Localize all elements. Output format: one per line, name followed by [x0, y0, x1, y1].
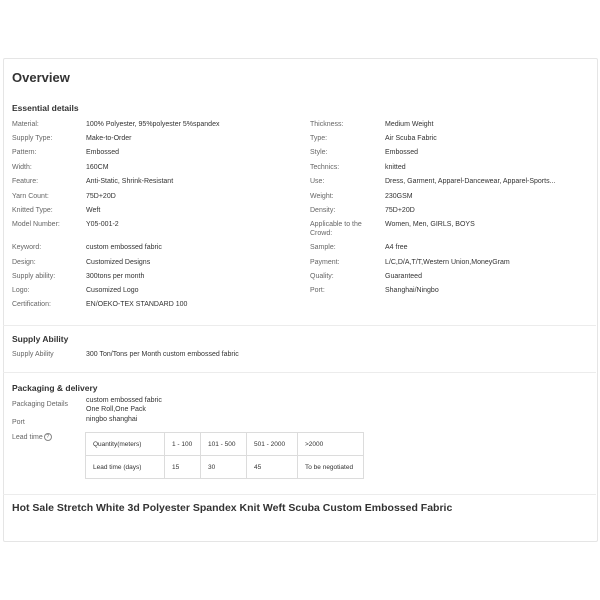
detail-value: Embossed [385, 149, 419, 156]
table-cell: Quantity(meters) [86, 433, 165, 456]
detail-value: Medium Weight [385, 121, 434, 128]
table-cell: 15 [165, 456, 201, 479]
detail-value: Y05-001-2 [86, 221, 119, 228]
product-title: Hot Sale Stretch White 3d Polyester Spandex Knit Weft Scuba Custom Embossed Fabric [12, 502, 453, 514]
detail-label: Width: [12, 164, 32, 171]
detail-value: Women, Men, GIRLS, BOYS [385, 221, 475, 228]
table-cell: Lead time (days) [86, 456, 165, 479]
detail-label: Applicable to the Crowd: [310, 221, 362, 237]
detail-value: 100% Polyester, 95%polyester 5%spandex [86, 121, 220, 128]
detail-value: Embossed [86, 149, 120, 156]
table-row [86, 433, 364, 456]
detail-label: Density: [310, 207, 336, 214]
port-value: ningbo shanghai [86, 416, 138, 423]
detail-label: Thickness: [310, 121, 344, 128]
detail-label: Logo: [12, 287, 30, 294]
section-divider [3, 325, 596, 326]
port-label: Port [12, 419, 25, 426]
detail-label: Quality: [310, 273, 334, 280]
detail-label: Model Number: [12, 221, 60, 228]
table-cell: 101 - 500 [201, 433, 247, 456]
detail-value: Cusomized Logo [86, 287, 139, 294]
essential-details-title: Essential details [12, 103, 79, 113]
section-divider [3, 372, 596, 373]
detail-value: EN/OEKO-TEX STANDARD 100 [86, 301, 188, 308]
detail-label: Keyword: [12, 244, 42, 251]
detail-label: Material: [12, 121, 39, 128]
detail-value: custom embossed fabric [86, 244, 162, 251]
detail-value: Guaranteed [385, 273, 422, 280]
detail-value: Dress, Garment, Apparel-Dancewear, Apparel-Sports... [385, 178, 556, 185]
lead-time-table [85, 432, 364, 479]
detail-value: 300tons per month [86, 273, 145, 280]
section-divider [3, 494, 596, 495]
detail-label: Supply ability: [12, 273, 56, 280]
table-row [86, 456, 364, 479]
detail-value: A4 free [385, 244, 408, 251]
detail-label: Design: [12, 259, 36, 266]
detail-label: Use: [310, 178, 325, 185]
detail-value: 75D+20D [385, 207, 415, 214]
detail-value: 160CM [86, 164, 109, 171]
overview-title: Overview [12, 70, 70, 85]
table-cell: 45 [247, 456, 298, 479]
detail-value: knitted [385, 164, 406, 171]
detail-label: Payment: [310, 259, 340, 266]
lead-time-label-text: Lead time [12, 434, 43, 441]
detail-value: Shanghai/Ningbo [385, 287, 439, 294]
packaging-delivery-title: Packaging & delivery [12, 383, 98, 393]
supply-ability-label: Supply Ability [12, 351, 54, 358]
packaging-details-label: Packaging Details [12, 401, 69, 408]
detail-label: Port: [310, 287, 325, 294]
detail-label: Weight: [310, 193, 334, 200]
detail-label: Style: [310, 149, 328, 156]
detail-value: L/C,D/A,T/T,Western Union,MoneyGram [385, 259, 510, 266]
detail-value: Customized Designs [86, 259, 151, 266]
detail-label: Certification: [12, 301, 51, 308]
detail-label: Knitted Type: [12, 207, 53, 214]
supply-ability-title: Supply Ability [12, 334, 69, 344]
detail-label: Sample: [310, 244, 336, 251]
help-icon[interactable]: ? [44, 433, 52, 441]
supply-ability-value: 300 Ton/Tons per Month custom embossed fabric [86, 351, 239, 358]
detail-label: Type: [310, 135, 328, 142]
detail-label: Technics: [310, 164, 340, 171]
detail-value: Air Scuba Fabric [385, 135, 437, 142]
detail-value: 75D+20D [86, 193, 116, 200]
table-cell: 30 [201, 456, 247, 479]
detail-label: Supply Type: [12, 135, 53, 142]
table-cell: >2000 [298, 433, 364, 456]
lead-time-label [12, 433, 52, 442]
detail-label: Pattern: [12, 149, 37, 156]
detail-value: 230GSM [385, 193, 413, 200]
detail-label: Feature: [12, 178, 39, 185]
table-cell: To be negotiated [298, 456, 364, 479]
table-cell: 1 - 100 [165, 433, 201, 456]
table-cell: 501 - 2000 [247, 433, 298, 456]
detail-value: Make-to-Order [86, 135, 132, 142]
detail-value: Anti-Static, Shrink-Resistant [86, 178, 174, 185]
packaging-details-value: custom embossed fabric One Roll,One Pack [86, 397, 162, 413]
detail-value: Weft [86, 207, 101, 214]
detail-label: Yarn Count: [12, 193, 49, 200]
